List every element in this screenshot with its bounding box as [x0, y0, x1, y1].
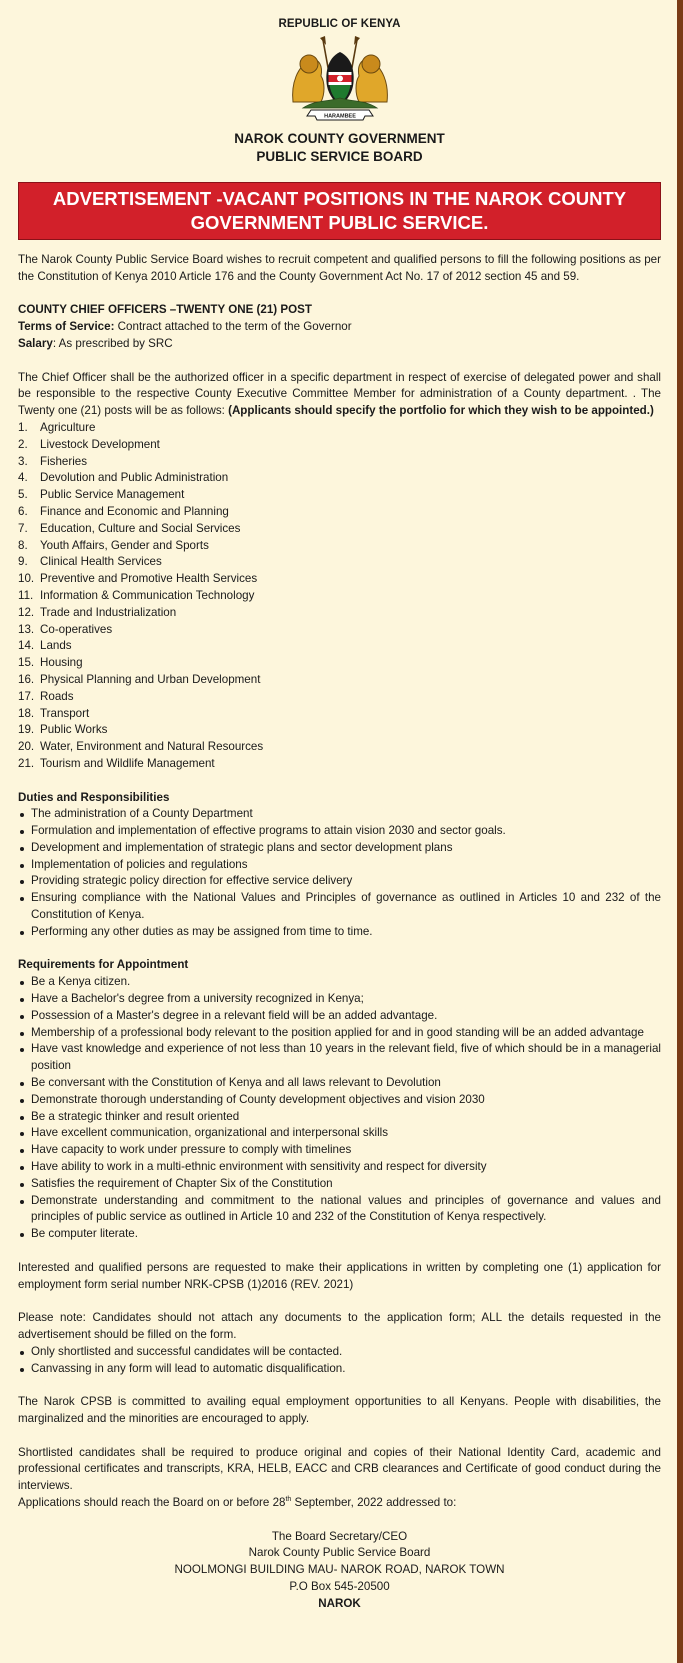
- portfolio-item: [18, 588, 661, 605]
- portfolio-number: 5.: [18, 488, 28, 502]
- portfolio-item: [18, 722, 661, 739]
- note-paragraph: Please note: Candidates should not attach any documents to the application form; ALL the details requested in the advertisement should be filled on the form.: [18, 1311, 661, 1341]
- requirement-item: Have excellent communication, organizational and interpersonal skills: [18, 1125, 661, 1142]
- requirement-item: Demonstrate understanding and commitment to the national values and principles of governance and values and principles of public service as outlined in Article 10 and 232 of the Constitution of Kenya respectively.: [18, 1193, 661, 1227]
- portfolio-label: Clinical Health Services: [40, 555, 162, 569]
- duty-item: Implementation of policies and regulations: [18, 857, 661, 874]
- country-name: REPUBLIC OF KENYA: [278, 18, 401, 30]
- portfolio-label: Information & Communication Technology: [40, 588, 255, 602]
- salary: [18, 336, 661, 353]
- requirement-item: Have ability to work in a multi-ethnic environment with sensitivity and respect for diversity: [18, 1159, 661, 1176]
- portfolio-number: 3.: [18, 454, 28, 468]
- requirement-item: Possession of a Master's degree in a relevant field will be an added advantage.: [18, 1008, 661, 1025]
- portfolio-number: 21.: [18, 756, 35, 770]
- duties-heading: Duties and Responsibilities: [18, 790, 170, 804]
- org-line-2: PUBLIC SERVICE BOARD: [256, 149, 423, 164]
- note-item: Only shortlisted and successful candidates will be contacted.: [18, 1344, 661, 1361]
- portfolio-item: [18, 571, 661, 588]
- equal-opportunity-paragraph: The Narok CPSB is committed to availing equal employment opportunities to all Kenyans. People with disabilities, the marginalized and the minorities are encouraged to apply.: [18, 1395, 661, 1425]
- portfolio-label: Preventive and Promotive Health Services: [40, 572, 258, 586]
- portfolio-item: [18, 689, 661, 706]
- portfolio-label: Physical Planning and Urban Development: [40, 672, 261, 686]
- portfolio-number: 19.: [18, 723, 35, 737]
- portfolio-number: 20.: [18, 740, 35, 754]
- portfolio-item: [18, 521, 661, 538]
- note-item: Canvassing in any form will lead to automatic disqualification.: [18, 1361, 661, 1378]
- portfolio-label: Co-operatives: [40, 622, 113, 636]
- portfolio-item: [18, 554, 661, 571]
- requirement-item: Have vast knowledge and experience of not less than 10 years in the relevant field, five of which should be in a managerial position: [18, 1041, 661, 1075]
- portfolio-item: [18, 504, 661, 521]
- requirement-item: Satisfies the requirement of Chapter Six of the Constitution: [18, 1176, 661, 1193]
- duty-item: Development and implementation of strategic plans and sector development plans: [18, 840, 661, 857]
- shortlisted-paragraph: Shortlisted candidates shall be required to produce original and copies of their National Identity Card, academic and professional certificates and transcripts, KRA, HELB, EACC and CRB clearances and Certificate of good conduct during the interviews.: [18, 1445, 661, 1493]
- post-title: COUNTY CHIEF OFFICERS –TWENTY ONE (21) POST: [18, 303, 312, 317]
- portfolio-label: Agriculture: [40, 420, 96, 434]
- portfolio-label: Livestock Development: [40, 437, 160, 451]
- coat-of-arms-icon: [285, 36, 395, 122]
- terms-of-service: [18, 319, 661, 336]
- portfolio-number: 7.: [18, 521, 28, 535]
- portfolio-label: Education, Culture and Social Services: [40, 521, 241, 535]
- description-text: The Chief Officer shall be the authorized officer in a specific department in respect of exercise of delegated power and shall be responsible to the respective County Executive Committee Member for administration of a County department. . The Twenty one (21) posts will be as follows:: [18, 370, 661, 418]
- portfolio-label: Tourism and Wildlife Management: [40, 756, 215, 770]
- deadline-sup: th: [285, 1496, 292, 1504]
- org-name: [18, 130, 661, 166]
- portfolio-number: 11.: [18, 588, 34, 602]
- duty-item: Performing any other duties as may be assigned from time to time.: [18, 924, 661, 941]
- portfolio-item: [18, 655, 661, 672]
- duty-item: Formulation and implementation of effective programs to attain vision 2030 and sector goals.: [18, 823, 661, 840]
- portfolio-label: Youth Affairs, Gender and Sports: [40, 538, 209, 552]
- portfolio-label: Fisheries: [40, 454, 88, 468]
- portfolio-label: Water, Environment and Natural Resources: [40, 740, 264, 754]
- portfolio-number: 18.: [18, 706, 35, 720]
- portfolio-label: Public Works: [40, 723, 108, 737]
- application-paragraph: Interested and qualified persons are requested to make their applications in written by completing one (1) application for employment form serial number NRK-CPSB (1)2016 (REV. 2021): [18, 1260, 661, 1291]
- portfolio-item: [18, 706, 661, 723]
- address-line-1: The Board Secretary/CEO: [271, 1529, 408, 1543]
- portfolio-item: [18, 454, 661, 471]
- requirement-item: Be computer literate.: [18, 1226, 661, 1243]
- portfolio-number: 2.: [18, 437, 28, 451]
- portfolio-item: [18, 605, 661, 622]
- portfolio-label: Roads: [40, 689, 74, 703]
- portfolio-number: 15.: [18, 656, 35, 670]
- address-line-4: P.O Box 545-20500: [289, 1579, 390, 1593]
- portfolio-item: [18, 437, 661, 454]
- requirements-heading: Requirements for Appointment: [18, 958, 189, 972]
- portfolio-item: [18, 470, 661, 487]
- address-line-2: Narok County Public Service Board: [248, 1546, 431, 1560]
- description-paragraph: [18, 370, 661, 420]
- intro-paragraph: The Narok County Public Service Board wishes to recruit competent and qualified persons to fill the following positions as per the Constitution of Kenya 2010 Article 176 and the County Government Act No. 17 of 2012 section 45 and 59.: [18, 253, 661, 283]
- portfolio-number: 16.: [18, 672, 35, 686]
- portfolio-number: 12.: [18, 605, 35, 619]
- portfolio-label: Lands: [40, 639, 72, 653]
- portfolio-item: [18, 487, 661, 504]
- deadline-paragraph: [18, 1495, 661, 1512]
- portfolio-label: Devolution and Public Administration: [40, 471, 229, 485]
- portfolio-label: Trade and Industrialization: [40, 605, 177, 619]
- advertisement-body: [18, 252, 661, 1613]
- header: [18, 0, 661, 166]
- duty-item: The administration of a County Department: [18, 806, 661, 823]
- portfolio-number: 13.: [18, 622, 35, 636]
- deadline-before: Applications should reach the Board on or before 28: [18, 1495, 286, 1509]
- terms-label: Terms of Service:: [18, 320, 115, 334]
- description-note: (Applicants should specify the portfolio for which they wish to be appointed.): [228, 404, 654, 418]
- salary-value: : As prescribed by SRC: [52, 336, 173, 350]
- portfolio-number: 17.: [18, 689, 35, 703]
- note-list: [18, 1344, 661, 1378]
- requirement-item: Be a Kenya citizen.: [18, 974, 661, 991]
- portfolio-number: 8.: [18, 538, 28, 552]
- portfolio-number: 1.: [18, 420, 28, 434]
- portfolio-item: [18, 672, 661, 689]
- portfolio-item: [18, 622, 661, 639]
- portfolio-number: 6.: [18, 504, 28, 518]
- duties-list: [18, 806, 661, 940]
- portfolio-item: [18, 420, 661, 437]
- portfolio-label: Transport: [40, 706, 90, 720]
- portfolio-number: 9.: [18, 555, 28, 569]
- address-line-3: NOOLMONGI BUILDING MAU- NAROK ROAD, NAROK TOWN: [174, 1563, 505, 1577]
- portfolio-item: [18, 638, 661, 655]
- requirement-item: Have a Bachelor's degree from a university recognized in Kenya;: [18, 991, 661, 1008]
- portfolio-item: [18, 756, 661, 773]
- portfolio-number: 4.: [18, 471, 28, 485]
- banner-line-2: GOVERNMENT PUBLIC SERVICE.: [190, 212, 489, 233]
- duty-item: Ensuring compliance with the National Values and Principles of governance as outlined in Articles 10 and 232 of the Constitution of Kenya.: [18, 890, 661, 924]
- title-banner: [18, 182, 661, 240]
- portfolio-label: Housing: [40, 656, 83, 670]
- portfolio-item: [18, 538, 661, 555]
- portfolio-number: 14.: [18, 639, 35, 653]
- salary-label: Salary: [18, 336, 53, 350]
- requirement-item: Membership of a professional body relevant to the position applied for and in good standing will be an added advantage: [18, 1025, 661, 1042]
- requirements-list: [18, 974, 661, 1243]
- address-line-5: NAROK: [318, 1596, 361, 1610]
- portfolio-list: [18, 420, 661, 773]
- requirement-item: Be a strategic thinker and result oriented: [18, 1109, 661, 1126]
- address-block: [18, 1529, 661, 1613]
- portfolio-item: [18, 739, 661, 756]
- portfolio-label: Finance and Economic and Planning: [40, 504, 229, 518]
- duty-item: Providing strategic policy direction for effective service delivery: [18, 873, 661, 890]
- terms-value: Contract attached to the term of the Governor: [114, 320, 352, 334]
- requirement-item: Demonstrate thorough understanding of County development objectives and vision 2030: [18, 1092, 661, 1109]
- deadline-after: September, 2022 addressed to:: [291, 1495, 457, 1509]
- portfolio-label: Public Service Management: [40, 488, 185, 502]
- requirement-item: Be conversant with the Constitution of Kenya and all laws relevant to Devolution: [18, 1075, 661, 1092]
- motto-text: HARAMBEE: [323, 113, 356, 120]
- banner-line-1: ADVERTISEMENT -VACANT POSITIONS IN THE NAROK COUNTY: [52, 188, 627, 209]
- portfolio-number: 10.: [18, 572, 35, 586]
- requirement-item: Have capacity to work under pressure to comply with timelines: [18, 1142, 661, 1159]
- org-line-1: NAROK COUNTY GOVERNMENT: [234, 131, 445, 146]
